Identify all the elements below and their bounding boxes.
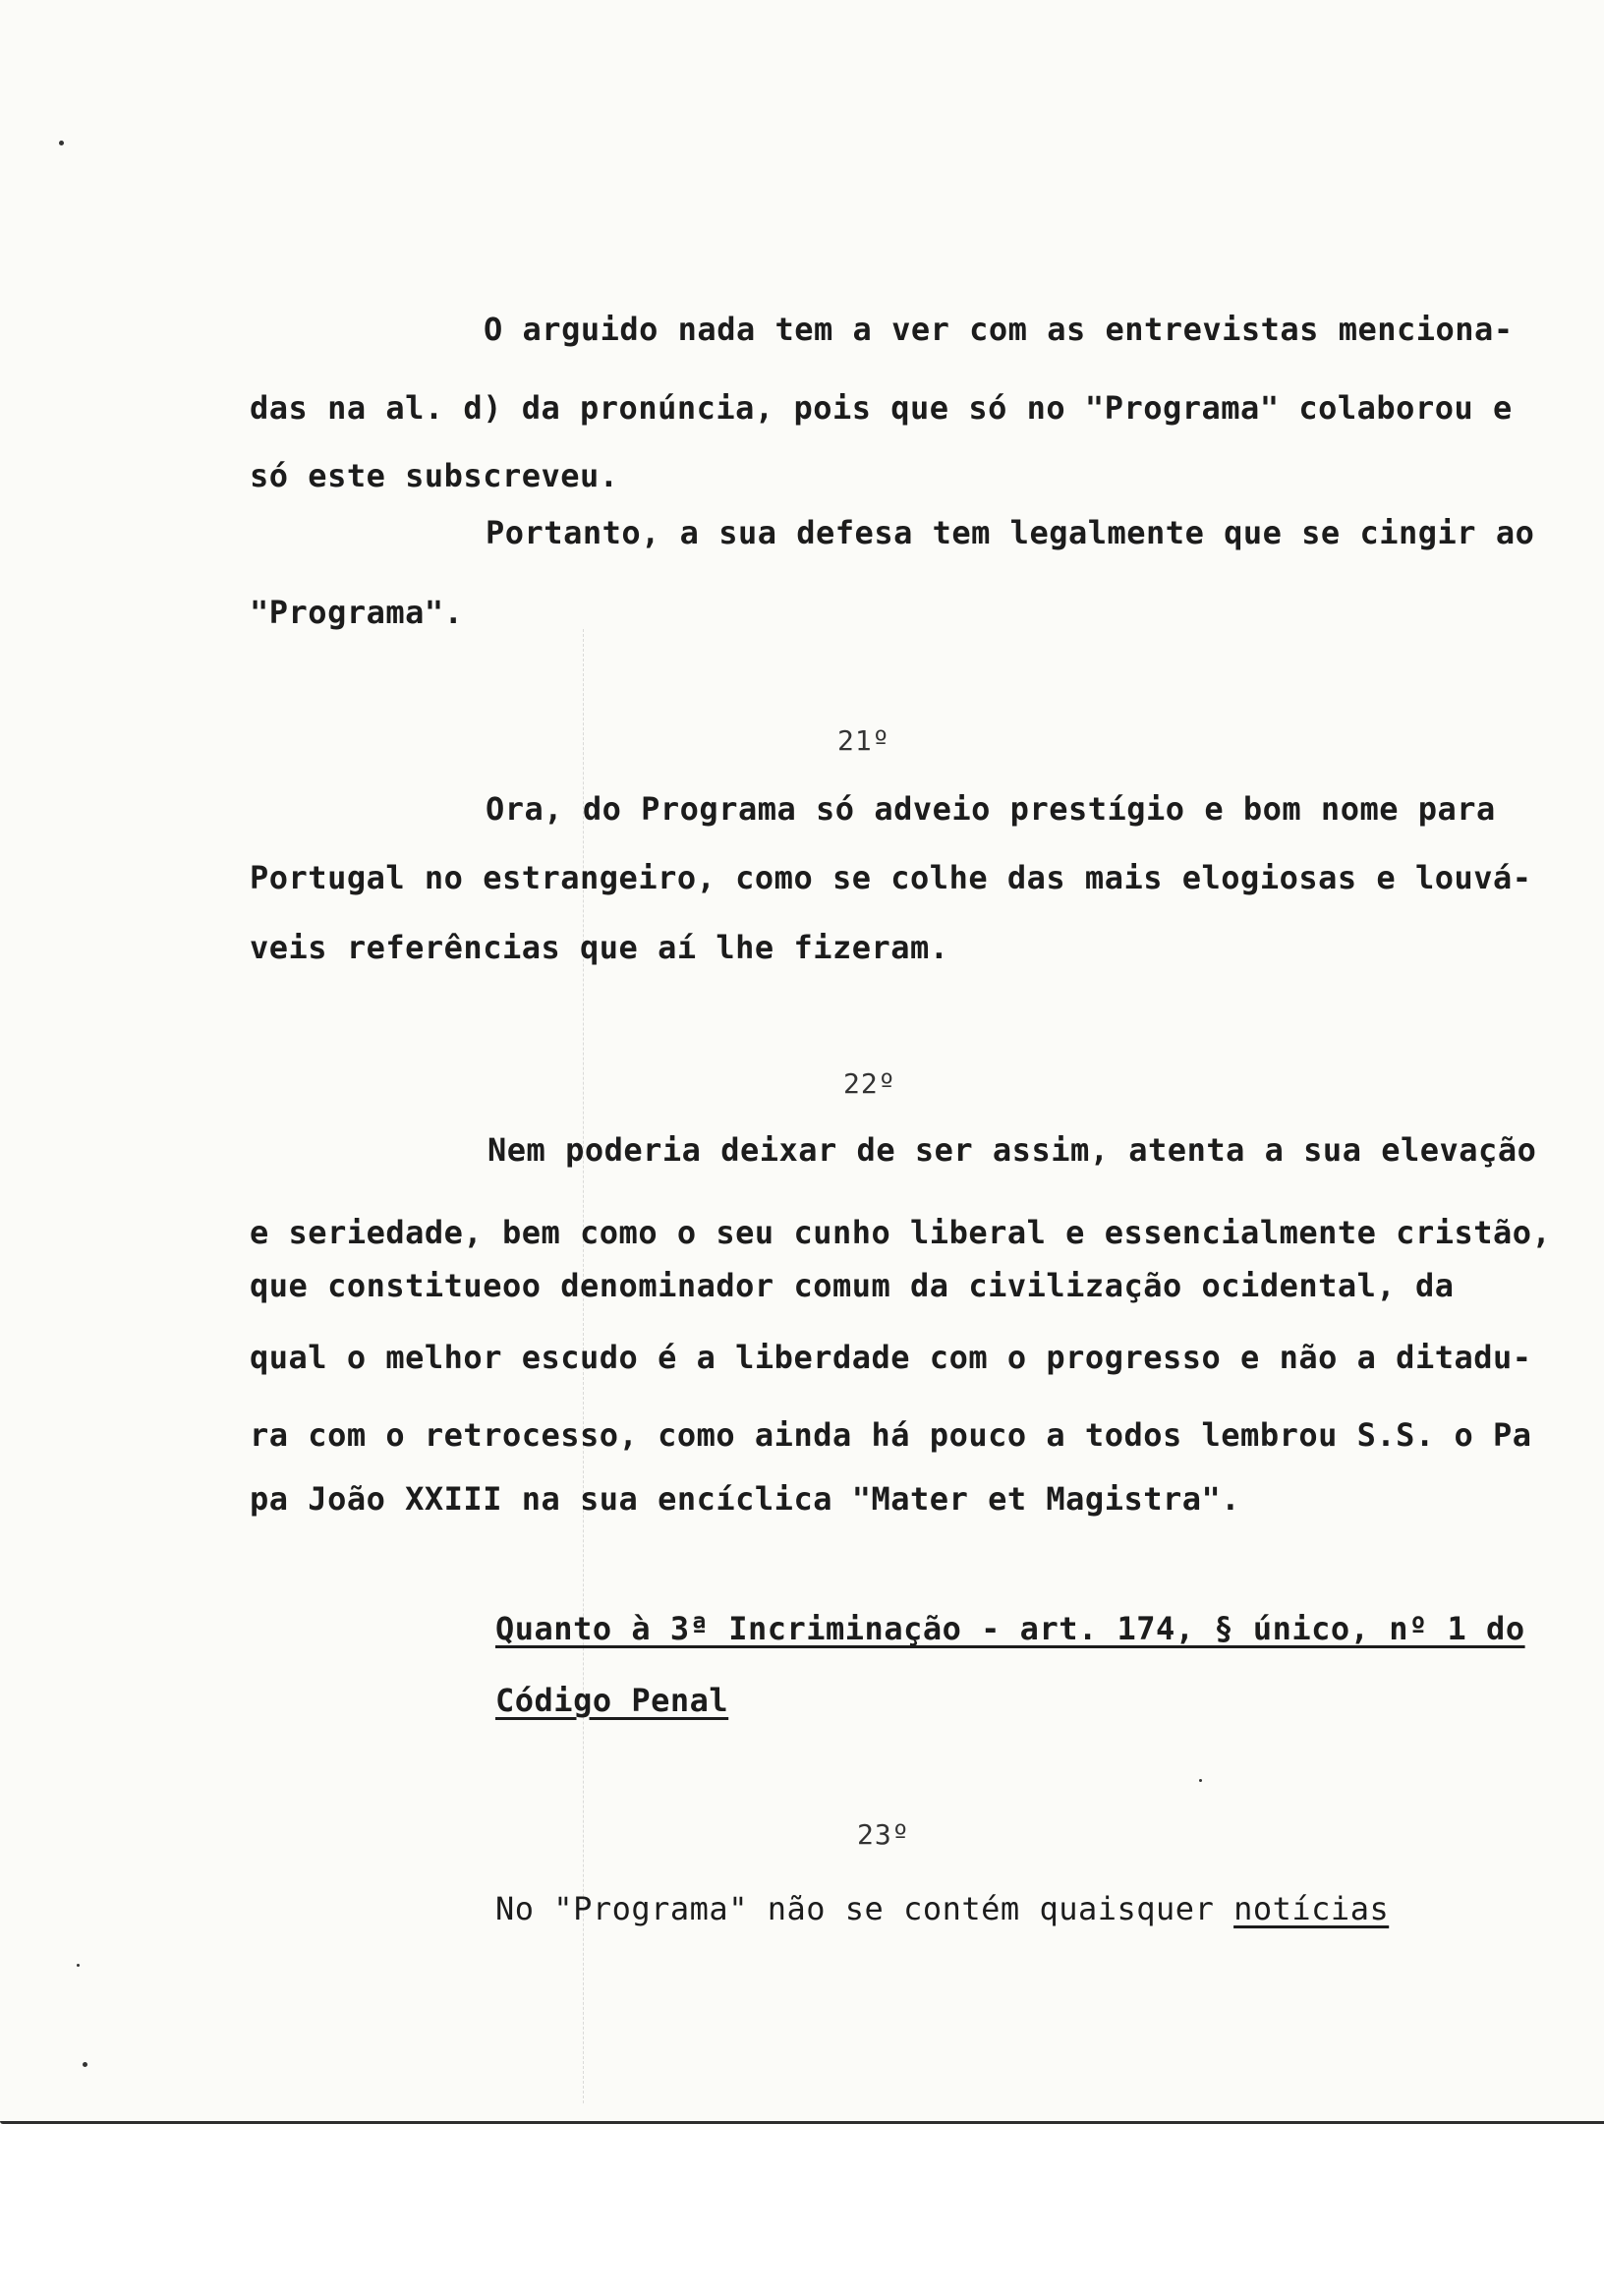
text-line-8: veis referências que aí lhe fizeram. <box>250 929 949 966</box>
paragraph-number-22: 22º <box>843 1067 896 1100</box>
text-line-17-lead: No "Programa" não se contém quaisquer <box>495 1890 1234 1927</box>
text-line-17 <box>495 1889 1389 1928</box>
text-line-3: só este subscreveu. <box>250 457 619 494</box>
text-line-6: Ora, do Programa só adveio prestígio e bom nome para <box>486 790 1496 828</box>
section-heading-line-1: Quanto à 3ª Incriminação - art. 174, § único, nº 1 do <box>495 1610 1525 1647</box>
text-line-13: ra com o retrocesso, como ainda há pouco a todos lembrou S.S. o Pa <box>250 1416 1532 1454</box>
ink-speck <box>77 1964 80 1967</box>
underlined-word-noticias: notícias <box>1233 1890 1390 1927</box>
text-line-7: Portugal no estrangeiro, como se colhe das mais elogiosas e louvá- <box>250 859 1532 896</box>
scan-background <box>0 2124 1604 2296</box>
ink-speck <box>59 141 64 145</box>
text-line-12: qual o melhor escudo é a liberdade com o progresso e não a ditadu- <box>250 1339 1532 1376</box>
text-line-11: que constitueoo denominador comum da civilização ocidental, da <box>250 1267 1455 1304</box>
text-line-10: e seriedade, bem como o seu cunho liberal e essencialmente cristão, <box>250 1214 1552 1251</box>
text-line-5: "Programa". <box>250 594 464 631</box>
section-heading-line-2: Código Penal <box>495 1682 729 1719</box>
text-line-14: pa João XXIII na sua encíclica "Mater et Magistra". <box>250 1480 1241 1518</box>
text-line-1: O arguido nada tem a ver com as entrevistas menciona- <box>484 311 1514 348</box>
ink-speck <box>1199 1779 1202 1782</box>
text-line-2: das na al. d) da pronúncia, pois que só no "Programa" colaborou e <box>250 389 1513 427</box>
text-line-4: Portanto, a sua defesa tem legalmente que se cingir ao <box>486 514 1535 551</box>
paragraph-number-21: 21º <box>837 724 890 757</box>
paragraph-number-23: 23º <box>857 1818 910 1851</box>
text-line-9: Nem poderia deixar de ser assim, atenta a sua elevação <box>487 1131 1537 1169</box>
ink-speck <box>83 2062 87 2067</box>
